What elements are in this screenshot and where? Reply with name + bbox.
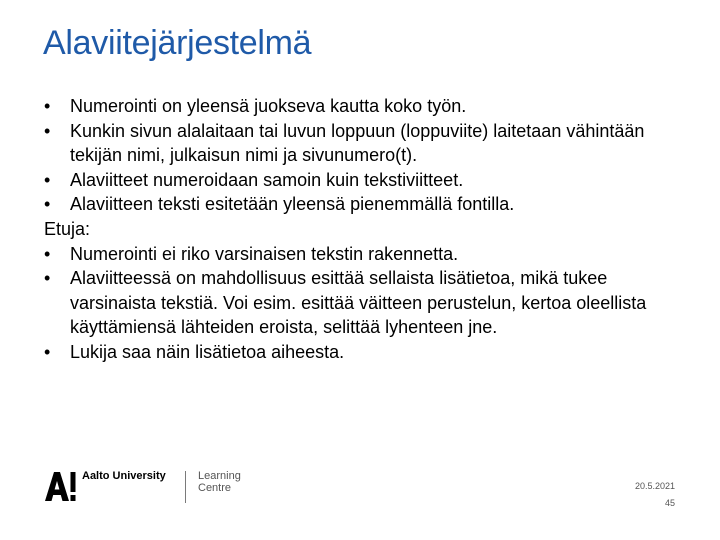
learning-centre-line1: Learning bbox=[198, 470, 241, 482]
university-name: Aalto University bbox=[82, 470, 166, 482]
bullet-item: • Alaviitteet numeroidaan samoin kuin tekstiviitteet. bbox=[44, 168, 684, 193]
footer-date: 20.5.2021 bbox=[634, 481, 675, 491]
section-heading: Etuja: bbox=[44, 218, 91, 239]
bullet-item: • Kunkin sivun alalaitaan tai luvun loppuun (loppuviite) laitetaan vähintään tekijän nimi, julkaisun nimi ja sivunumero(t). bbox=[44, 119, 684, 168]
bullet-list-main bbox=[44, 94, 684, 217]
bullet-item: • Numerointi on yleensä juokseva kautta koko työn. bbox=[44, 94, 684, 119]
aalto-logo bbox=[44, 466, 304, 506]
slide-body bbox=[44, 94, 684, 365]
bullet-item: • Numerointi ei riko varsinaisen tekstin rakennetta. bbox=[44, 242, 684, 267]
bullet-item: • Alaviitteen teksti esitetään yleensä pienemmällä fontilla. bbox=[44, 192, 684, 217]
page-number: 45 bbox=[664, 498, 675, 508]
bullet-item: • Alaviitteessä on mahdollisuus esittää sellaista lisätietoa, mikä tukee varsinaista tekstiä. Voi esim. esittää väitteen perustelun, kertoa oleellista käyttämiensä lähteiden eroista, selittää lyhenteen jne. bbox=[44, 266, 684, 340]
slide-title: Alaviitejärjestelmä bbox=[43, 24, 312, 62]
bullet-item: • Lukija saa näin lisätietoa aiheesta. bbox=[44, 340, 684, 365]
learning-centre-line2: Centre bbox=[198, 482, 232, 494]
logo-divider bbox=[185, 471, 186, 503]
learning-centre-label bbox=[198, 470, 241, 494]
aalto-logo-mark bbox=[44, 470, 76, 502]
bullet-list-advantages bbox=[44, 242, 684, 365]
